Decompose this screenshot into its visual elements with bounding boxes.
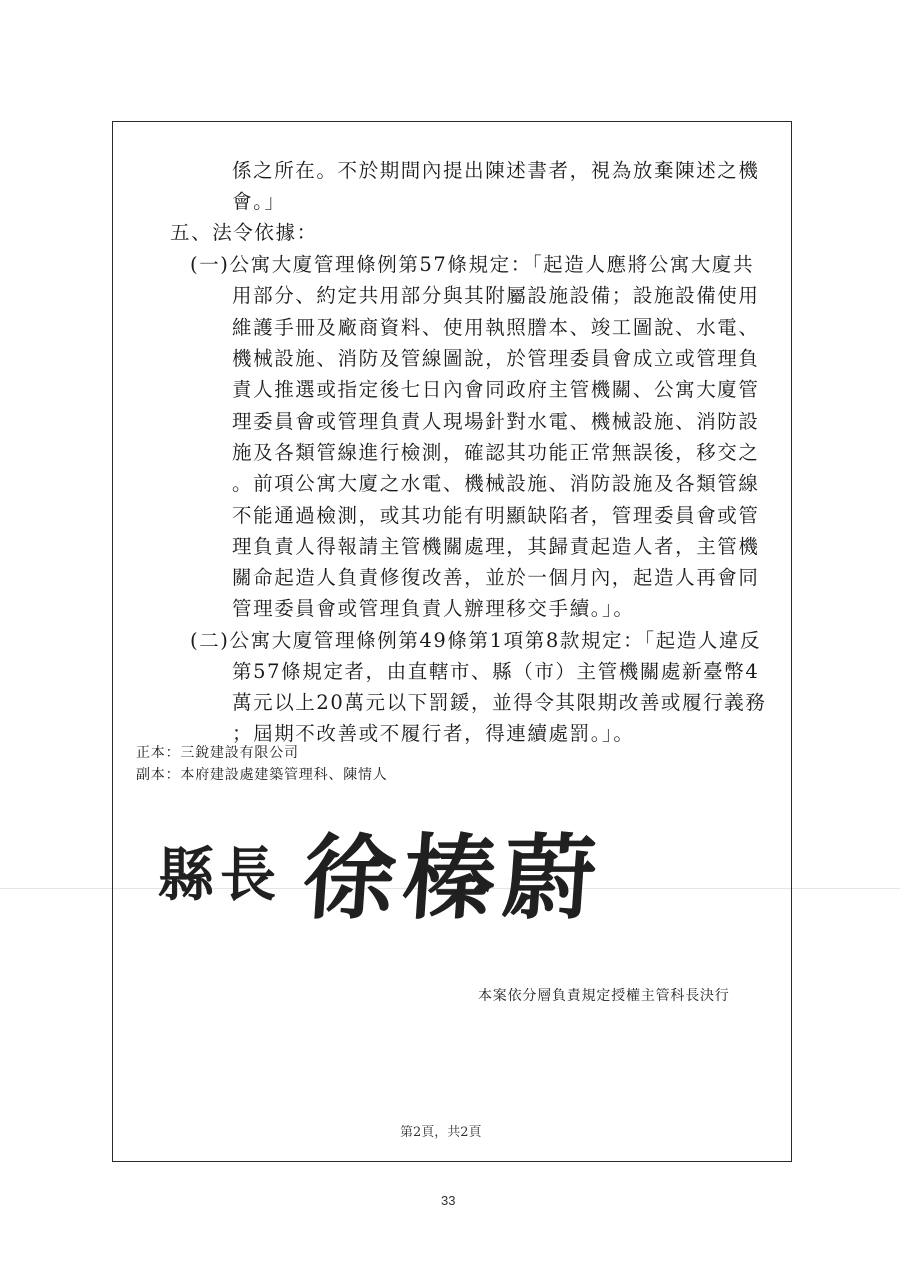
page-number: 33 <box>441 1193 456 1208</box>
item1-line: 理委員會或管理負責人現場針對水電、機械設施、消防設 <box>232 410 760 433</box>
delegation-note: 本案依分層負責規定授權主管科長決行 <box>478 988 730 1004</box>
item1-line: 不能通過檢測，或其功能有明顯缺陷者，管理委員會或管 <box>232 504 760 527</box>
item1-line: (一)公寓大廈管理條例第57條規定：「起造人應將公寓大廈共 <box>190 253 755 276</box>
item2-line: 第57條規定者，由直轄市、縣（市）主管機關處新臺幣4 <box>232 660 760 683</box>
item1-line: 機械設施、消防及管線圖說，於管理委員會成立或管理負 <box>232 347 760 370</box>
item1-line: 理負責人得報請主管機關處理，其歸責起造人者，主管機 <box>232 535 760 558</box>
item2-line: ；屆期不改善或不履行者，得連續處罰。」。 <box>232 722 635 745</box>
continuation-line: 係之所在。不於期間內提出陳述書者，視為放棄陳述之機 <box>232 159 760 182</box>
item1-line: 管理委員會或管理負責人辦理移交手續。」。 <box>232 597 635 620</box>
item1-line: 。前項公寓大廈之水電、機械設施、消防設施及各類管線 <box>232 472 760 495</box>
item2-line: 萬元以上20萬元以下罰鍰，並得令其限期改善或履行義務 <box>232 691 767 714</box>
page-info: 第2頁，共2頁 <box>400 1125 482 1140</box>
item1-line: 關命起造人負責修復改善，並於一個月內，起造人再會同 <box>232 566 760 589</box>
magistrate-signature <box>158 816 628 932</box>
signature-title: 縣長 <box>158 840 282 910</box>
section-heading: 五、法令依據： <box>170 221 318 244</box>
item1-line: 施及各類管線進行檢測，確認其功能正常無誤後，移交之 <box>232 441 760 464</box>
continuation-line: 會。」 <box>232 190 286 213</box>
copy-recipients: 副本：本府建設處建築管理科、陳情人 <box>136 767 388 783</box>
item1-line: 維護手冊及廠商資料、使用執照謄本、竣工圖說、水電、 <box>232 316 760 339</box>
signature-name: 徐榛蔚 <box>299 824 608 932</box>
item2-line: (二)公寓大廈管理條例第49條第1項第8款規定：「起造人違反 <box>190 629 762 652</box>
original-recipient: 正本：三銳建設有限公司 <box>136 745 299 761</box>
item1-line: 責人推選或指定後七日內會同政府主管機關、公寓大廈管 <box>232 378 760 401</box>
item1-line: 用部分、約定共用部分與其附屬設施設備；設施設備使用 <box>232 284 760 307</box>
